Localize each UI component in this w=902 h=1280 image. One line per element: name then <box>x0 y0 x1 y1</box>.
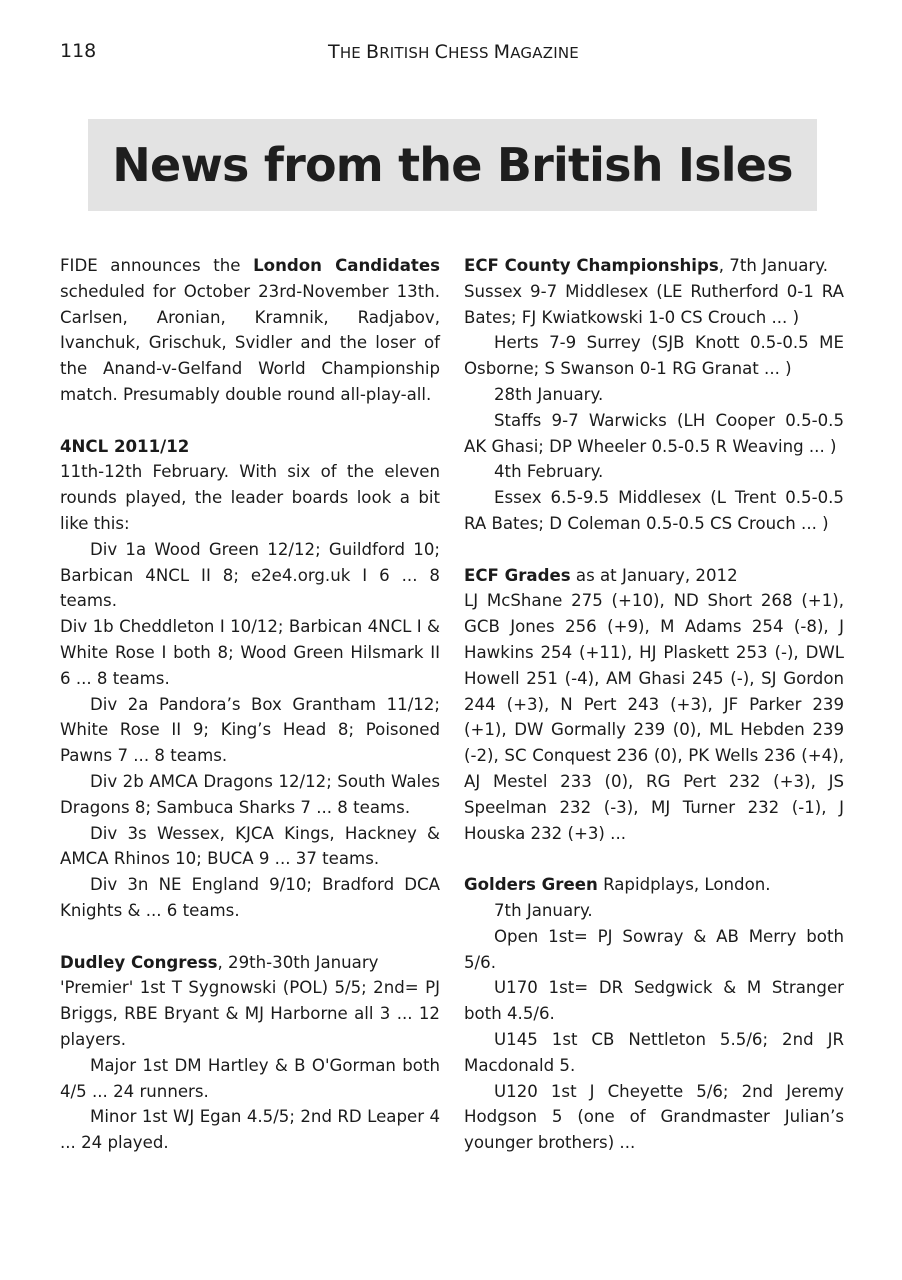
running-header-part: T <box>328 41 340 63</box>
golders-open: Open 1st= PJ Sowray & AB Merry both 5/6. <box>464 926 844 972</box>
running-header-part: HESS <box>448 44 494 62</box>
right-column <box>464 253 844 1156</box>
4ncl-div2a: Div 2a Pandora’s Box Grantham 11/12; White Rose II 9; King’s Head 8; Poisoned Pawns 7 ... 8 teams. <box>60 694 440 766</box>
running-header-part: B <box>365 41 380 63</box>
text-run: FIDE announces the <box>60 256 254 275</box>
running-header-part: AGAZINE <box>510 44 579 62</box>
section-heading-golders <box>464 872 844 898</box>
left-column <box>60 253 440 1156</box>
bold-run: ECF County Championships <box>464 256 719 275</box>
4ncl-div1b: Div 1b Cheddleton I 10/12; Barbican 4NCL I & White Rose I both 8; Wood Green Hilsmark II 6 ... 8 teams. <box>60 617 440 688</box>
text-run: Rapidplays, London. <box>597 875 771 895</box>
county-date: 28th January. <box>494 384 604 404</box>
dudley-premier: 'Premier' 1st T Sygnowski (POL) 5/5; 2nd= PJ Briggs, RBE Bryant & MJ Harborne all 3 ... 12 players. <box>60 978 440 1049</box>
grades-list: LJ McShane 275 (+10), ND Short 268 (+1), GCB Jones 256 (+9), M Adams 254 (-8), J Hawkins 254 (+11), HJ Plaskett 253 (-), DWL Howell 251 (-4), AM Ghasi 245 (-), SJ Gordon 244 (+3), N Pert 243 (+3), JF Parker 239 (+1), DW Gormally 239 (0), ML Hebden 239 (-2), SC Conquest 236 (0), PK Wells 236 (+4), AJ Mestel 233 (0), RG Pert 232 (+3), JS Speelman 232 (-3), MJ Turner 232 (-1), J Houska 232 (+3) ... <box>464 591 844 843</box>
running-header <box>328 41 579 63</box>
running-header-part: RITISH <box>379 44 435 62</box>
4ncl-intro: 11th-12th February. With six of the eleven rounds played, the leader boards look a bit like this: <box>60 462 440 533</box>
4ncl-div3n: Div 3n NE England 9/10; Bradford DCA Knights & ... 6 teams. <box>60 875 440 920</box>
county-date: 4th February. <box>494 462 604 482</box>
title-banner <box>88 119 817 211</box>
bold-run: Dudley Congress <box>60 952 218 972</box>
county-result: Staffs 9-7 Warwicks (LH Cooper 0.5-0.5 AK Ghasi; DP Wheeler 0.5-0.5 R Weaving ... ) <box>464 410 844 456</box>
4ncl-div3s: Div 3s Wessex, KJCA Kings, Hackney & AMCA Rhinos 10; BUCA 9 ... 37 teams. <box>60 823 440 869</box>
dudley-minor: Minor 1st WJ Egan 4.5/5; 2nd RD Leaper 4 ... 24 played. <box>60 1107 440 1153</box>
golders-date: 7th January. <box>494 900 593 920</box>
text-run: , 7th January. <box>718 256 828 275</box>
county-result: Herts 7-9 Surrey (SJB Knott 0.5-0.5 ME Osborne; S Swanson 0-1 RG Granat ... ) <box>464 333 844 379</box>
4ncl-div2b: Div 2b AMCA Dragons 12/12; South Wales Dragons 8; Sambuca Sharks 7 ... 8 teams. <box>60 771 440 817</box>
bold-run: London Candidates <box>253 256 440 275</box>
text-run: as at January, 2012 <box>570 565 738 585</box>
county-result: Essex 6.5-9.5 Middlesex (L Trent 0.5-0.5 RA Bates; D Coleman 0.5-0.5 CS Crouch ... ) <box>464 488 844 533</box>
golders-u170: U170 1st= DR Sedgwick & M Stranger both 4.5/6. <box>464 978 844 1024</box>
golders-u145: U145 1st CB Nettleton 5.5/6; 2nd JR Macdonald 5. <box>464 1029 844 1075</box>
running-header-part: HE <box>339 44 366 62</box>
running-header-part: M <box>493 41 511 63</box>
county-result: Sussex 9-7 Middlesex (LE Rutherford 0-1 RA Bates; FJ Kwiatkowski 1-0 CS Crouch ... ) <box>464 281 844 327</box>
section-heading-grades <box>464 563 844 589</box>
section-heading-dudley <box>60 950 440 976</box>
bold-run: Golders Green <box>464 875 598 895</box>
bold-run: 4NCL 2011/12 <box>60 436 190 456</box>
text-run: , 29th-30th January <box>217 952 379 972</box>
running-header-part: C <box>434 41 449 63</box>
dudley-major: Major 1st DM Hartley & B O'Gorman both 4/5 ... 24 runners. <box>60 1055 440 1101</box>
section-heading-county <box>464 253 844 279</box>
golders-u120: U120 1st J Cheyette 5/6; 2nd Jeremy Hodgson 5 (one of Grandmaster Julian’s younger brothers) ... <box>464 1081 844 1153</box>
bold-run: ECF Grades <box>464 565 571 585</box>
page-title: News from the British Isles <box>112 138 793 192</box>
section-heading-4ncl <box>60 434 440 460</box>
text-run: scheduled for October 23rd-November 13th. Carlsen, Aronian, Kramnik, Radjabov, Ivanchuk, Grischuk, Svidler and the loser of the Anand-v-Gelfand World Championship match. Presumably double round all-play-all. <box>60 281 440 404</box>
4ncl-div1a: Div 1a Wood Green 12/12; Guildford 10; Barbican 4NCL II 8; e2e4.org.uk I 6 ... 8 teams. <box>60 539 440 611</box>
page-number: 118 <box>60 40 97 62</box>
london-candidates-paragraph <box>60 253 440 408</box>
